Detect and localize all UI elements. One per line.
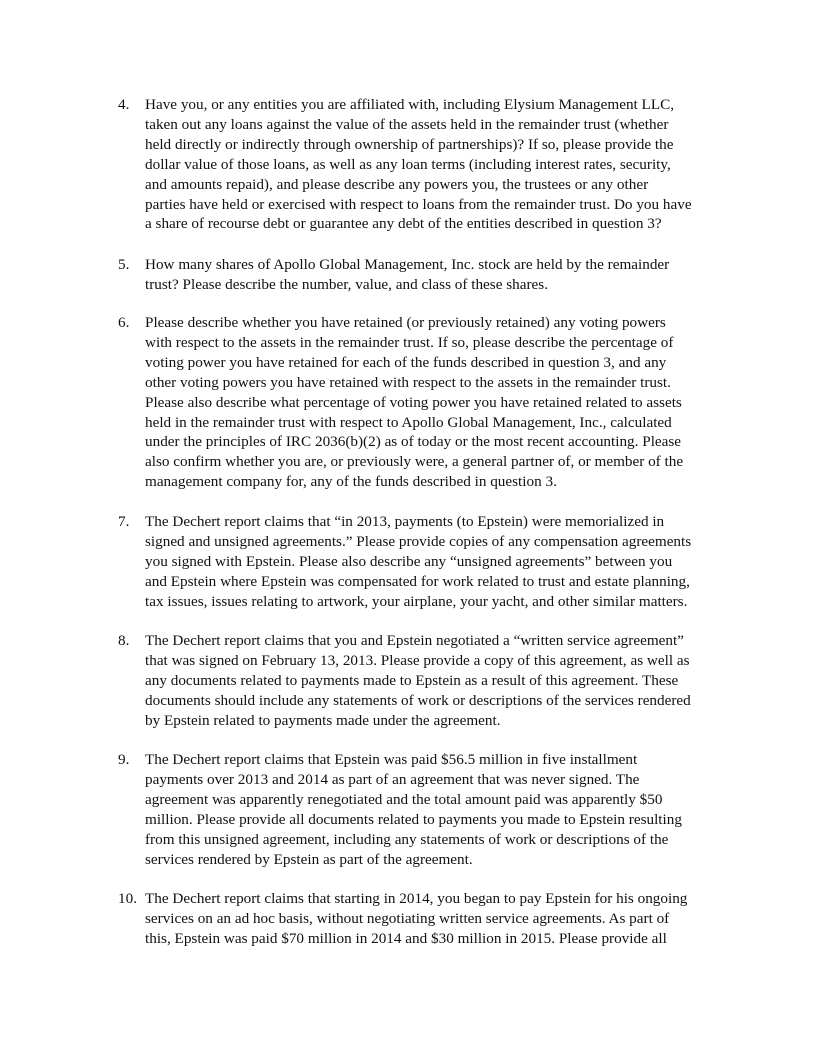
- question-number: 9.: [118, 751, 130, 768]
- question-text: Have you, or any entities you are affiliated with, including Elysium Management LLC, taken out any loans against the value of the assets held in the remainder trust (whether held directly or indirectly through ownership of partnerships)? If so, please provide the dollar value of those loans, as well as any loan terms (including interest rates, security, and amounts repaid), and please describe any powers you, the trustees or any other parties have held or exercised with respect to loans from the remainder trust. Do you have a share of recourse debt or guarantee any debt of the entities described in question 3?: [145, 96, 692, 233]
- question-number: 4.: [118, 96, 130, 113]
- question-number: 5.: [118, 256, 130, 273]
- question-8: [118, 631, 724, 731]
- question-5: [118, 255, 724, 295]
- question-text: The Dechert report claims that starting in 2014, you began to pay Epstein for his ongoing services on an ad hoc basis, without negotiating written service agreements. As part of this, Epstein was paid $70 million in 2014 and $30 million in 2015. Please provide all: [145, 890, 688, 947]
- question-text: The Dechert report claims that you and Epstein negotiated a “written service agreement” that was signed on February 13, 2013. Please provide a copy of this agreement, as well as any documents related to payments made to Epstein as a result of this agreement. These documents should include any statements of work or descriptions of the services rendered by Epstein related to payments made under the agreement.: [145, 632, 691, 729]
- question-10: [118, 889, 724, 949]
- question-number: 8.: [118, 632, 130, 649]
- question-9: [118, 750, 724, 869]
- question-number: 6.: [118, 314, 130, 331]
- question-6: [118, 313, 724, 492]
- question-text: How many shares of Apollo Global Management, Inc. stock are held by the remainder trust? Please describe the number, value, and class of these shares.: [145, 256, 670, 293]
- question-text: The Dechert report claims that “in 2013, payments (to Epstein) were memorialized in signed and unsigned agreements.” Please provide copies of any compensation agreements you signed with Epstein. Please also describe any “unsigned agreements” between you and Epstein where Epstein was compensated for work related to trust and estate planning, tax issues, issues relating to artwork, your airplane, your yacht, and other similar matters.: [145, 513, 692, 610]
- question-number: 10.: [118, 890, 137, 907]
- question-text: The Dechert report claims that Epstein was paid $56.5 million in five installment payments over 2013 and 2014 as part of an agreement that was never signed. The agreement was apparently renegotiated and the total amount paid was apparently $50 million. Please provide all documents related to payments you made to Epstein resulting from this unsigned agreement, including any statements of work or descriptions of the services rendered by Epstein as part of the agreement.: [145, 751, 682, 868]
- question-7: [118, 512, 724, 612]
- question-text: Please describe whether you have retained (or previously retained) any voting powers with respect to the assets in the remainder trust. If so, please describe the percentage of voting power you have retained for each of the funds described in question 3, and any other voting powers you have retained with respect to the assets in the remainder trust. Please also describe what percentage of voting power you have retained related to assets held in the remainder trust with respect to Apollo Global Management, Inc., calculated under the principles of IRC 2036(b)(2) as of today or the most recent accounting. Please also confirm whether you are, or previously were, a general partner of, or member of the management company for, any of the funds described in question 3.: [145, 314, 684, 491]
- question-number: 7.: [118, 513, 130, 530]
- question-4: [118, 95, 724, 234]
